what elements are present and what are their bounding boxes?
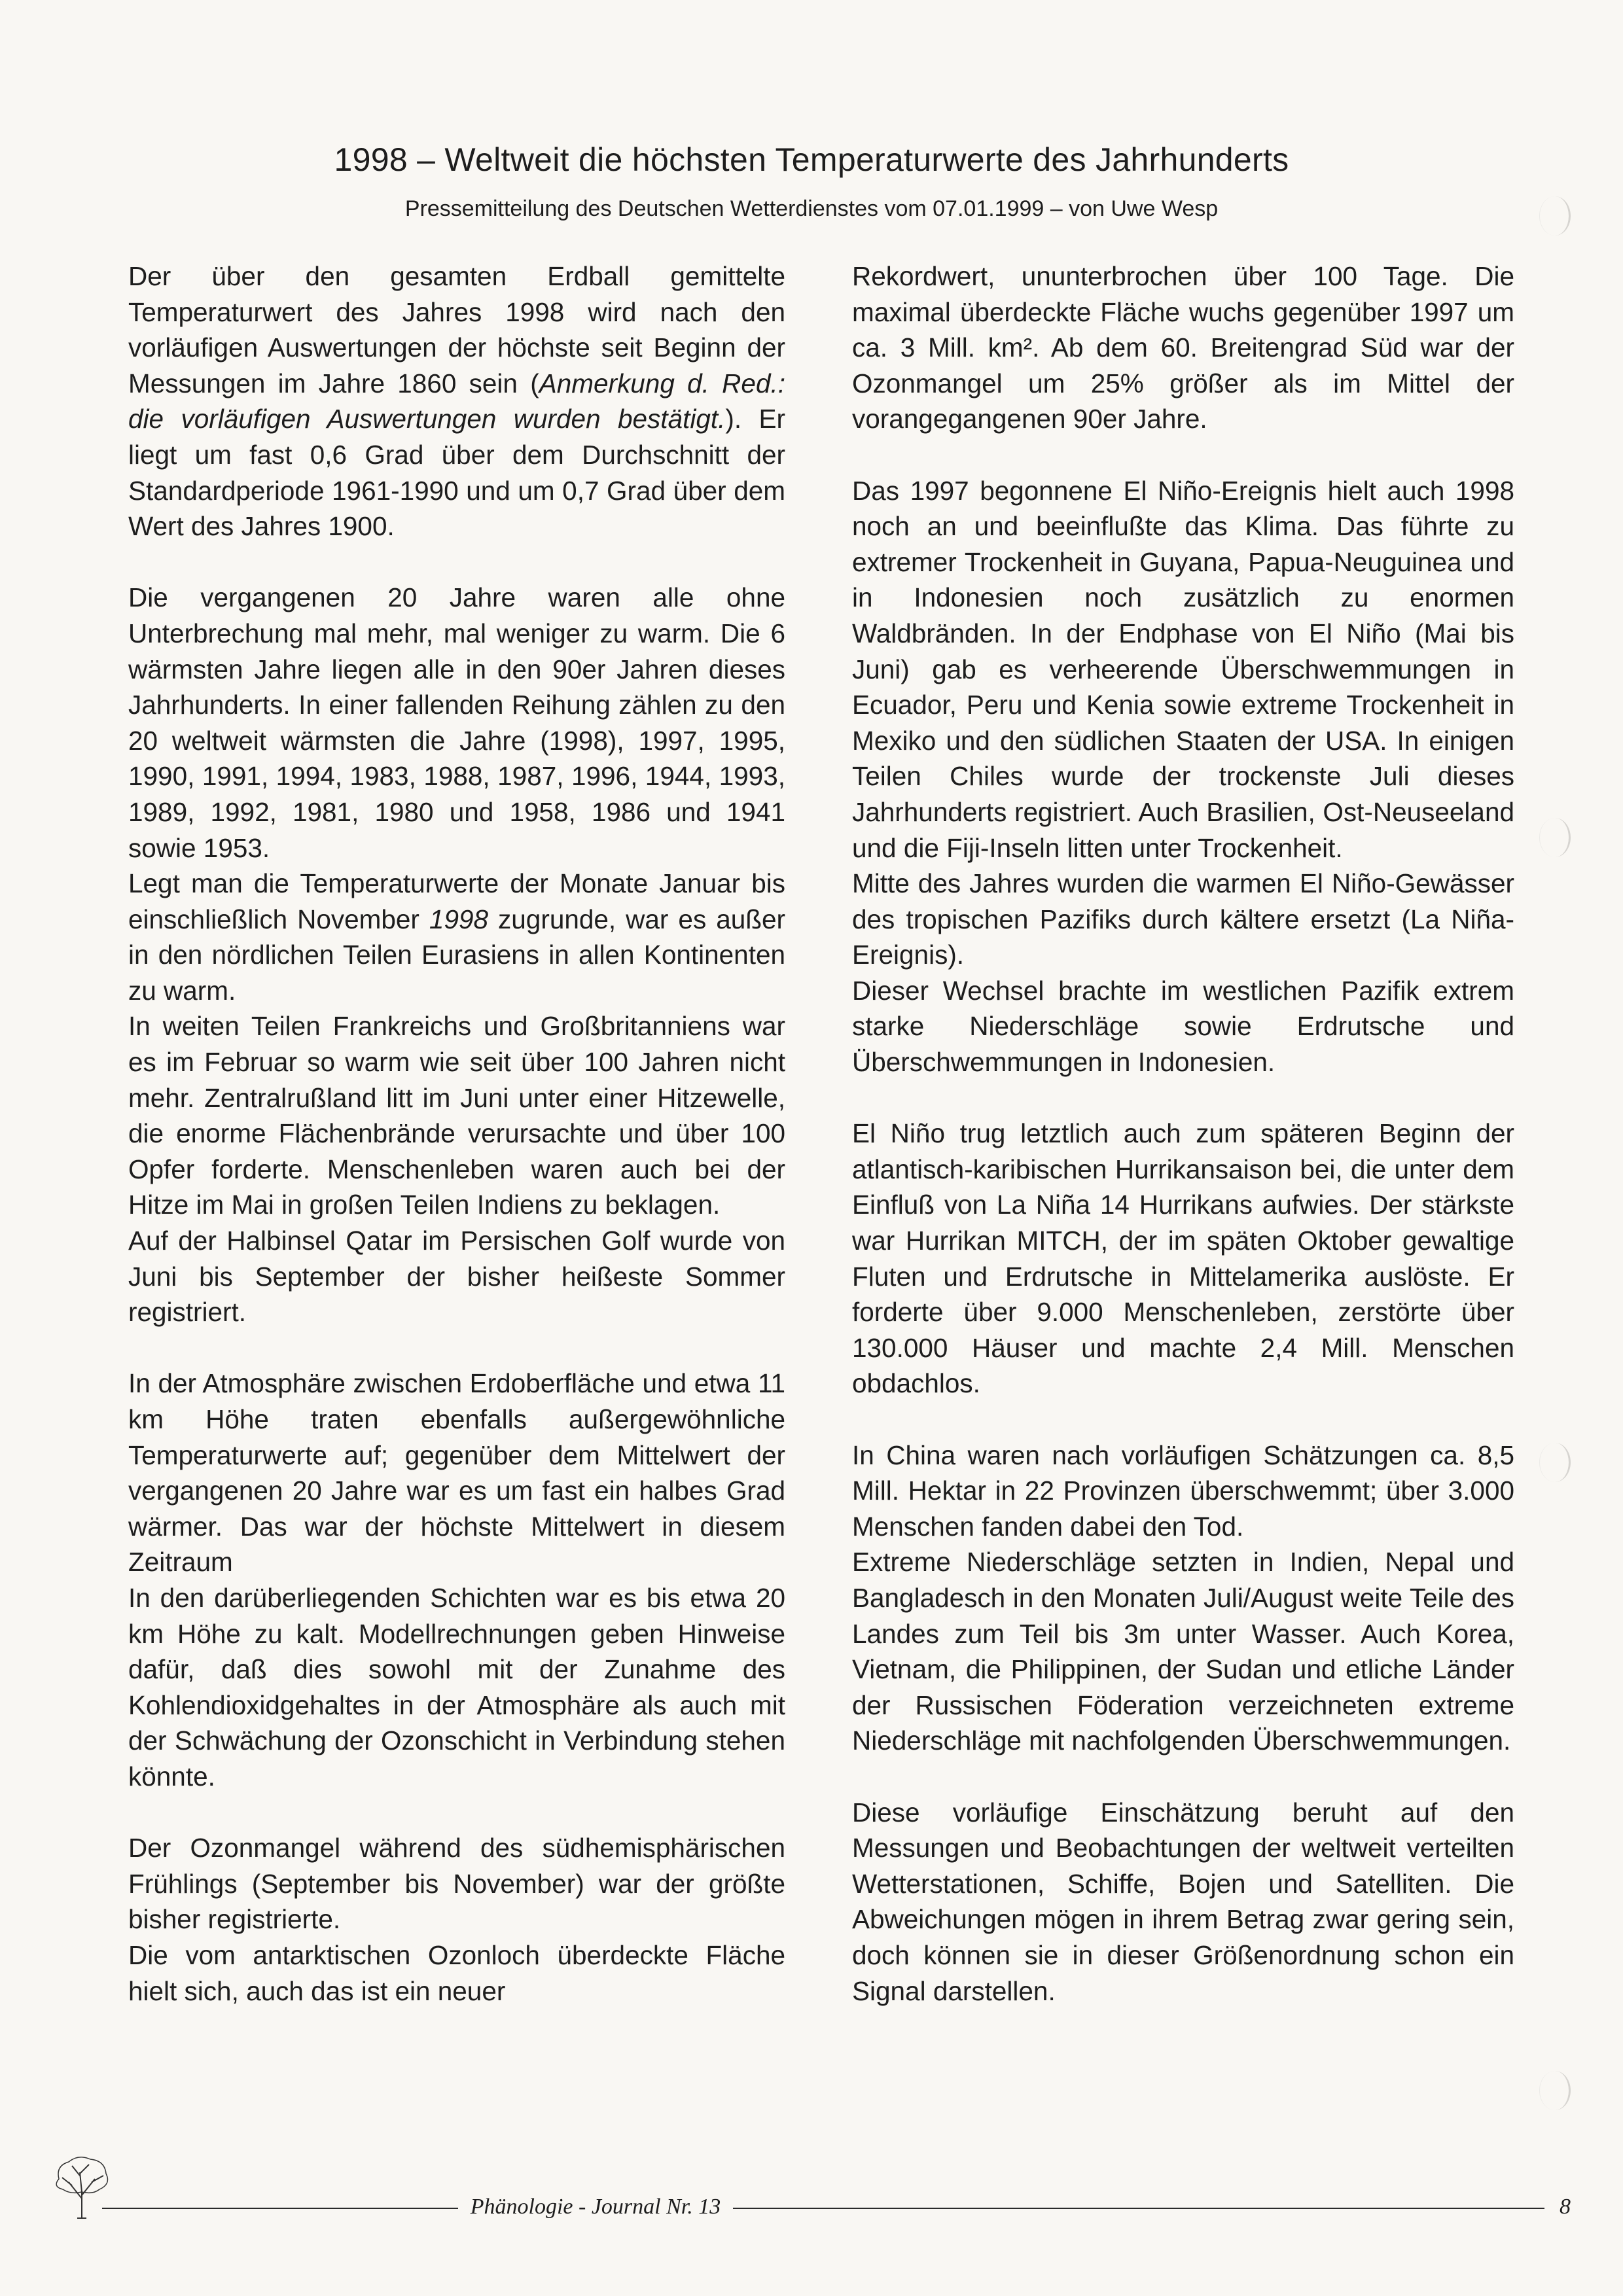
punch-hole <box>1539 2071 1571 2110</box>
punch-hole <box>1539 1443 1571 1482</box>
paragraph: Dieser Wechsel brachte im westlichen Pazifik extrem starke Niederschläge sowie Erdrutsche und Überschwemmungen in Indonesien. <box>852 975 1514 1078</box>
paragraph: Die vom antarktischen Ozonloch überdeckte Fläche hielt sich, auch das ist ein neuer <box>128 1939 785 2006</box>
journal-name: Phänologie - Journal Nr. 13 <box>470 2195 721 2219</box>
paragraph: Auf der Halbinsel Qatar im Persischen Golf wurde von Juni bis September der bisher heißeste Sommer registriert. <box>128 1226 785 1328</box>
paragraph: In China waren nach vorläufigen Schätzungen ca. 8,5 Mill. Hektar in 22 Provinzen überschwemmt; über 3.000 Menschen fanden dabei den Tod. <box>852 1439 1514 1542</box>
tree-icon <box>46 2153 118 2225</box>
page-number: 8 <box>1560 2195 1571 2219</box>
paragraph: Die vergangenen 20 Jahre waren alle ohne Unterbrechung mal mehr, mal weniger zu warm. Die 6 wärmsten Jahre liegen alle in den 90er Jahren dieses Jahrhunderts. In einer fallenden Reihung zählen zu den 20 weltweit wärmsten die Jahre (1998), 1997, 1995, 1990, 1991, 1994, 1983, 1988, 1987, 1996, 1944, 1993, 1989, 1992, 1981, 1980 und 1958, 1986 und 1941 sowie 1953. <box>128 582 785 863</box>
paragraph: Extreme Niederschläge setzten in Indien, Nepal und Bangladesch in den Monaten Juli/August weite Teile des Landes zum Teil bis 3m unter Wasser. Auch Korea, Vietnam, die Philippinen, der Sudan und etliche Länder der Russischen Föderation verzeichneten extreme Niederschläge mit nachfolgenden Überschwemmungen. <box>852 1547 1514 1756</box>
page-subtitle: Pressemitteilung des Deutschen Wetterdienstes vom 07.01.1999 – von Uwe Wesp <box>404 196 1219 221</box>
paragraph: In den darüberliegenden Schichten war es bis etwa 20 km Höhe zu kalt. Modellrechnungen geben Hinweise dafür, daß dies sowohl mit der Zunahme des Kohlendioxidgehaltes in der Atmosphäre als auch mit der Schwächung der Ozonschicht in Verbindung stehen könnte. <box>128 1582 785 1792</box>
paragraph: Legt man die Temperaturwerte der Monate Januar bis einschließlich November 1998 zugrunde, war es außer in den nördlichen Teilen Eurasiens in allen Kontinenten zu warm. <box>128 868 785 1006</box>
right-column <box>852 258 1514 2009</box>
punch-hole <box>1539 818 1571 857</box>
page-title: 1998 – Weltweit die höchsten Temperaturwerte des Jahrhunderts <box>334 141 1289 178</box>
paragraph: Diese vorläufige Einschätzung beruht auf den Messungen und Beobachtungen der weltweit verteilten Wetterstationen, Schiffe, Bojen und Satelliten. Die Abweichungen mögen in ihrem Betrag zwar gering sein, doch können sie in dieser Größenordnung schon ein Signal darstellen. <box>852 1797 1514 2006</box>
footer-rule <box>733 2208 1544 2209</box>
page-footer <box>39 2153 1571 2225</box>
paragraph: In der Atmosphäre zwischen Erdoberfläche und etwa 11 km Höhe traten ebenfalls außergewöhnliche Temperaturwerte auf; gegenüber dem Mittelwert der vergangenen 20 Jahre war es um fast ein halbes Grad wärmer. Das war der höchste Mittelwert in diesem Zeitraum <box>128 1368 785 1578</box>
left-column <box>128 258 785 2009</box>
paragraph: Der Ozonmangel während des südhemisphärischen Frühlings (September bis November) war der größte bisher registrierte. <box>128 1833 785 1935</box>
punch-hole <box>1539 196 1571 236</box>
paragraph: In weiten Teilen Frankreichs und Großbritanniens war es im Februar so warm wie seit über 100 Jahren nicht mehr. Zentralrußland litt im Juni unter einer Hitzewelle, die enorme Flächenbrände verursachte und über 100 Opfer forderte. Menschenleben waren auch bei der Hitze im Mai in großen Teilen Indiens zu beklagen. <box>128 1011 785 1220</box>
paragraph: El Niño trug letztlich auch zum späteren Beginn der atlantisch-karibischen Hurrikansaison bei, die unter dem Einfluß von La Niña 14 Hurrikans aufwies. Der stärkste war Hurrikan MITCH, der im späten Oktober gewaltige Fluten und Erdrutsche in Mittelamerika auslöste. Er forderte über 9.000 Menschenleben, zerstörte über 130.000 Häuser und machte 2,4 Mill. Menschen obdachlos. <box>852 1118 1514 1399</box>
paragraph: Das 1997 begonnene El Niño-Ereignis hielt auch 1998 noch an und beeinflußte das Klima. Das führte zu extremer Trockenheit in Guyana, Papua-Neuguinea und in Indonesien noch zusätzlich zu enormen Waldbränden. In der Endphase von El Niño (Mai bis Juni) gab es verheerende Überschwemmungen in Ecuador, Peru und Kenia sowie extreme Trockenheit in Mexiko und den südlichen Staaten der USA. In einigen Teilen Chiles wurde der trockenste Juli dieses Jahrhunderts registriert. Auch Brasilien, Ost-Neuseeland und die Fiji-Inseln litten unter Trockenheit. <box>852 475 1514 863</box>
paragraph: Der über den gesamten Erdball gemittelte Temperaturwert des Jahres 1998 wird nach den vorläufigen Auswertungen der höchste seit Beginn der Messungen im Jahre 1860 sein (Anmerkung d. Red.: die vorläufigen Auswertungen wurden bestätigt.). Er liegt um fast 0,6 Grad über dem Durchschnitt der Standardperiode 1961-1990 und um 0,7 Grad über dem Wert des Jahres 1900. <box>128 261 785 542</box>
footer-rule <box>102 2208 458 2209</box>
paragraph: Rekordwert, ununterbrochen über 100 Tage. Die maximal überdeckte Fläche wuchs gegenüber 1997 um ca. 3 Mill. km². Ab dem 60. Breitengrad Süd war der Ozonmangel um 25% größer als im Mittel der vorangegangenen 90er Jahre. <box>852 261 1514 434</box>
paragraph: Mitte des Jahres wurden die warmen El Niño-Gewässer des tropischen Pazifiks durch kältere ersetzt (La Niña-Ereignis). <box>852 868 1514 970</box>
